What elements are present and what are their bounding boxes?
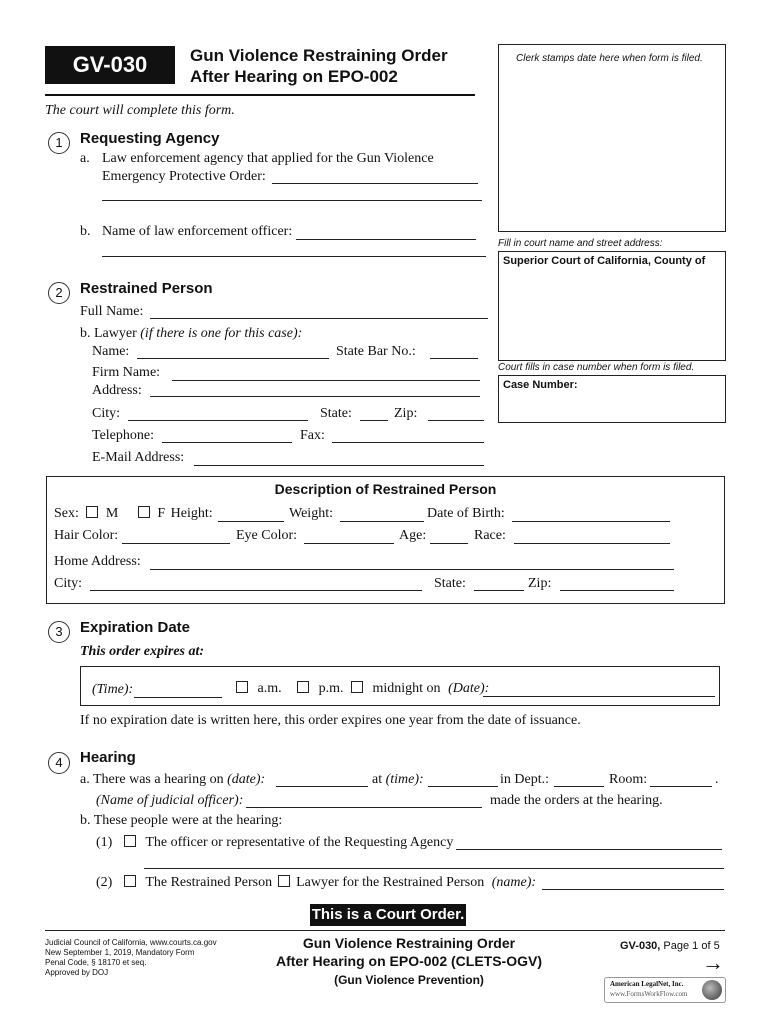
form-title-line1: Gun Violence Restraining Order [190,46,448,65]
officer-present-field-2[interactable] [144,868,724,869]
midnight-checkbox[interactable] [351,681,363,693]
dept-field[interactable] [554,786,604,787]
court-name-box[interactable] [498,251,726,361]
address-label: Address: [92,383,142,398]
state-bar-field[interactable] [430,358,478,359]
desc-state-field[interactable] [474,590,524,591]
sex-m-checkbox[interactable] [86,506,98,518]
section-1a-text1: Law enforcement agency that applied for the Gun Violence [102,151,434,166]
firm-name-field[interactable] [172,380,480,381]
court-name-label: Superior Court of California, County of [503,255,706,267]
publisher-line2: www.FormsWorkFlow.com [610,990,688,998]
case-number-label: Case Number: [503,379,578,391]
home-address-label: Home Address: [54,554,141,569]
pm-checkbox[interactable] [297,681,309,693]
address-field[interactable] [150,396,480,397]
description-title: Description of Restrained Person [274,481,497,497]
time-field[interactable] [134,697,222,698]
fax-label: Fax: [300,428,325,443]
agency-name-field-2[interactable] [102,200,482,201]
hair-label: Hair Color: [54,528,119,543]
section-3-number: 3 [48,621,70,643]
section-1b-label: b. [80,224,91,239]
section-4-title: Hearing [80,749,136,766]
hearing-b-text: b. These people were at the hearing: [80,813,283,828]
dob-label: Date of Birth: [427,506,505,521]
race-field[interactable] [514,543,670,544]
publisher-line1: American LegalNet, Inc. [610,980,684,988]
lawyer-name-present-field[interactable] [542,889,724,890]
state-field[interactable] [360,420,388,421]
next-page-arrow-icon[interactable]: → [702,950,724,975]
email-field[interactable] [194,465,484,466]
section-1b-text: Name of law enforcement officer: [102,224,293,239]
expiration-note: If no expiration date is written here, this order expires one year from the date of issuance. [80,713,581,728]
footer-left-line1: Judicial Council of California, www.courts.ca.gov [45,938,217,947]
full-name-label: Full Name: [80,304,144,319]
hair-field[interactable] [122,543,230,544]
agency-name-field[interactable] [272,183,478,184]
firm-name-label: Firm Name: [92,365,161,380]
lawyer-name-field[interactable] [137,358,329,359]
officer-name-field[interactable] [296,239,476,240]
age-field[interactable] [430,543,468,544]
attendee-1-row: (1) The officer or representative of the Requesting Agency [96,835,454,850]
weight-label: Weight: [289,506,333,521]
header-rule [45,94,475,96]
officer-present-field[interactable] [456,849,722,850]
lawyer-name-label: Name: [92,344,130,359]
fax-field[interactable] [332,442,484,443]
desc-state-label: State: [434,576,466,591]
expires-subtitle: This order expires at: [80,644,205,659]
hearing-date-field[interactable] [276,786,368,787]
publisher-logo-icon [702,980,722,1000]
footer-title-2: After Hearing on EPO-002 (CLETS-OGV) [275,953,543,969]
section-1a-label: a. [80,151,90,166]
court-order-banner: This is a Court Order. [310,904,466,926]
case-number-note: Court fills in case number when form is filed. [498,362,695,373]
hearing-time-field[interactable] [428,786,498,787]
state-label: State: [320,406,352,421]
attendee-2-row: (2) The Restrained Person Lawyer for the Restrained Person (name): [96,875,537,890]
city-field[interactable] [128,420,308,421]
sex-row: Sex: M F Height: [54,506,213,521]
age-label: Age: [399,528,427,543]
footer-title-3: (Gun Violence Prevention) [334,973,484,987]
eye-field[interactable] [304,543,394,544]
footer-page: GV-030, Page 1 of 5 [620,940,720,952]
form-code-badge: GV-030 [45,46,175,84]
desc-zip-label: Zip: [528,576,552,591]
am-checkbox[interactable] [236,681,248,693]
judicial-officer-label: (Name of judicial officer): [96,793,244,808]
section-3-title: Expiration Date [80,619,191,636]
hearing-time-label: at (time): [372,772,424,787]
dept-label: in Dept.: [500,772,549,787]
restrained-person-present-checkbox[interactable] [124,875,136,887]
made-orders-text: made the orders at the hearing. [490,793,663,808]
zip-label: Zip: [394,406,418,421]
section-2-number: 2 [48,282,70,304]
desc-city-label: City: [54,576,83,591]
expiration-date-field[interactable] [483,696,715,697]
footer-left-line3: Penal Code, § 18170 et seq. [45,958,147,967]
desc-zip-field[interactable] [560,590,674,591]
clerk-note: Clerk stamps date here when form is filed. [516,53,703,64]
telephone-label: Telephone: [92,428,154,443]
desc-city-field[interactable] [90,590,422,591]
home-address-field[interactable] [150,569,674,570]
section-2-title: Restrained Person [80,280,213,297]
section-4-number: 4 [48,752,70,774]
judicial-officer-field[interactable] [246,807,482,808]
state-bar-label: State Bar No.: [336,344,416,359]
clerk-stamp-box[interactable] [498,44,726,232]
room-label: Room: [609,772,648,787]
height-field[interactable] [218,521,284,522]
ampm-row: a.m. p.m. midnight on (Date): [236,681,489,697]
lawyer-label: b. Lawyer (if there is one for this case): [80,326,303,341]
hearing-a-text: a. There was a hearing on (date): [80,772,266,787]
lawyer-present-checkbox[interactable] [278,875,290,887]
city-label: City: [92,406,121,421]
time-label: (Time): [92,682,134,697]
section-1a-text2: Emergency Protective Order: [102,169,266,184]
form-title-line2: After Hearing on EPO-002 [190,67,398,86]
full-name-field[interactable] [150,318,488,319]
eye-label: Eye Color: [236,528,298,543]
zip-field[interactable] [428,420,484,421]
telephone-field[interactable] [162,442,292,443]
room-period: . [715,772,719,787]
court-name-note: Fill in court name and street address: [498,238,663,249]
section-1-title: Requesting Agency [80,130,220,147]
footer-left [45,938,217,978]
footer-rule [45,930,725,931]
footer-left-line2: New September 1, 2019, Mandatory Form [45,948,195,957]
officer-present-checkbox[interactable] [124,835,136,847]
weight-field[interactable] [340,521,424,522]
race-label: Race: [474,528,506,543]
sex-f-checkbox[interactable] [138,506,150,518]
officer-name-field-2[interactable] [102,256,486,257]
email-label: E-Mail Address: [92,450,185,465]
footer-title-1: Gun Violence Restraining Order [302,935,516,951]
court-note: The court will complete this form. [45,103,235,118]
section-1-number: 1 [48,132,70,154]
footer-left-line4: Approved by DOJ [45,968,109,977]
room-field[interactable] [650,786,712,787]
footer-center [250,935,568,987]
dob-field[interactable] [512,521,670,522]
